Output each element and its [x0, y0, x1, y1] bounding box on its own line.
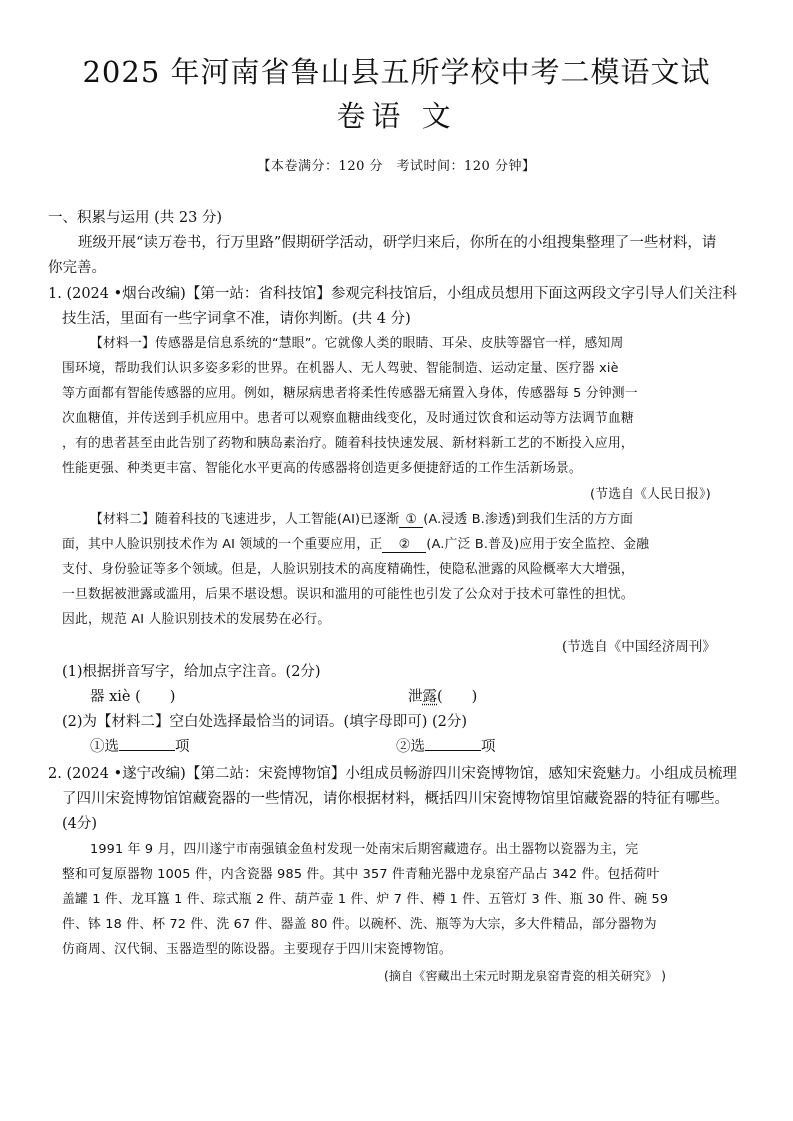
- q2-material-line: 盖罐 1 件、龙耳簋 1 件、琮式瓶 2 件、葫芦壶 1 件、炉 7 件、樽 1 件、五管灯 3 件、瓶 30 件、碗 59: [62, 892, 669, 907]
- q1-material2-line: 因此，规范 AI 人脸识别技术的发展势在必行。: [62, 612, 331, 627]
- q1-sub1-item2-pre: 泄: [408, 689, 423, 705]
- q1-stem-line1: 1. (2024 •烟台改编)【第一站：省科技馆】参观完科技馆后，小组成员想用下面这两段文字引导人们关注科: [48, 286, 737, 302]
- q1-material2-line2: [62, 535, 649, 555]
- q1-material2-text: (A.广泛 B.普及)应用于安全监控、金融: [426, 537, 650, 552]
- q2-material-line: 仿商周、汉代铜、玉器造型的陈设器。主要现存于四川宋瓷博物馆。: [62, 942, 452, 957]
- q1-material2-line1: [90, 510, 633, 530]
- q1-sub2-item1: [90, 737, 190, 757]
- q1-sub2: (2)为【材料二】空白处选择最恰当的词语。(填字母即可) (2分): [62, 714, 467, 730]
- q1-material1-line: 次血糖值，并传送到手机应用中。患者可以观察血糖曲线变化，及时通过饮食和运动等方法调节血糖: [62, 411, 634, 426]
- blank-2: ②: [382, 537, 426, 553]
- q1-material1-line: 围环境，帮助我们认识多姿多彩的世界。在机器人、无人驾驶、智能制造、运动定量、医疗器 xiè: [62, 361, 619, 376]
- answer-blank-1[interactable]: [119, 737, 175, 751]
- q1-material1-line: 性能更强、种类更丰富、智能化水平更高的传感器将创造更多便捷舒适的工作生活新场景。: [62, 461, 582, 476]
- q1-material2-source: (节选自《中国经济周刊》: [562, 639, 716, 655]
- page-title-line2: 卷语 文: [336, 99, 457, 133]
- q2-stem-line2: 了四川宋瓷博物馆馆藏瓷器的一些情况，请你根据材料，概括四川宋瓷博物馆里馆藏瓷器的特征有哪些。: [62, 791, 729, 807]
- q1-material2-line: 一旦数据被泄露或滥用，后果不堪设想。误识和滥用的可能性也引发了公众对于技术可靠性的担忧。: [62, 587, 634, 602]
- q1-sub1-item2: [408, 687, 477, 707]
- page-title-line1: 2025 年河南省鲁山县五所学校中考二模语文试: [82, 55, 711, 89]
- q1-material1-line: 【材料一】传感器是信息系统的“慧眼”。它就像人类的眼睛、耳朵、皮肤等器官一样，感知周: [90, 336, 624, 351]
- q1-sub1: (1)根据拼音写字，给加点字注音。(2分): [62, 664, 321, 680]
- q1-sub1-item2-char: 露: [422, 689, 437, 705]
- q1-stem-line2: 技生活，里面有一些字词拿不准，请你判断。(共 4 分): [62, 311, 411, 327]
- q1-material1-line: 等方面都有智能传感器的应用。例如，糖尿病患者将柔性传感器无痛置入身体，传感器每 5 分钟测一: [62, 386, 638, 401]
- q1-material2-line: 支付、身份验证等多个领域。但是，人脸识别技术的高度精确性，使隐私泄露的风险概率大大增强，: [62, 562, 634, 577]
- q1-sub2-item1-post: 项: [175, 739, 190, 755]
- q1-material1-line: ，有的患者甚至由此告别了药物和胰岛素治疗。随着科技快速发展、新材料新工艺的不断投入应用，: [62, 436, 634, 451]
- q1-sub2-item2: [396, 737, 496, 757]
- exam-info: 【本卷满分：120 分 考试时间：120 分钟】: [257, 159, 536, 174]
- q1-sub2-item1-pre: ①选: [90, 739, 119, 755]
- q1-sub2-item2-post: 项: [481, 739, 496, 755]
- q2-material-line: 整和可复原器物 1005 件，内含瓷器 985 件。其中 357 件青釉光器中龙泉窑产品占 342 件。包括荷叶: [62, 867, 660, 882]
- q2-material-line: 件、钵 18 件、杯 72 件、洗 67 件、器盖 80 件。以碗杯、洗、瓶等为大宗，多大件精品，部分器物为: [62, 917, 657, 932]
- q1-material2-text: 【材料二】随着科技的飞速进步，人工智能(AI)已逐渐: [90, 512, 400, 527]
- q1-material2-text: 面，其中人脸识别技术作为 AI 领域的一个重要应用，正: [62, 537, 383, 552]
- q1-sub1-item2-post: ( ): [437, 689, 478, 705]
- q1-sub1-item1: 器 xiè ( ): [90, 689, 176, 705]
- section-heading: 一、积累与运用 (共 23 分): [48, 210, 223, 226]
- q1-sub2-item2-pre: ②选: [396, 739, 425, 755]
- section-intro-line2: 你完善。: [48, 260, 106, 276]
- q2-stem-line1: 2. (2024 •遂宁改编)【第二站：宋瓷博物馆】小组成员畅游四川宋瓷博物馆，感知宋瓷魅力。小组成员梳理: [48, 766, 737, 782]
- blank-1: ①: [399, 512, 423, 528]
- answer-blank-2[interactable]: [425, 737, 481, 751]
- q2-stem-line3: (4分): [62, 816, 98, 832]
- q2-material-source: (摘自《窖藏出土宋元时期龙泉窑青瓷的相关研究》 ): [384, 969, 667, 983]
- q1-material2-text: (A.浸透 B.渗透)到我们生活的方方面: [423, 512, 634, 527]
- section-intro-line1: 班级开展“读万卷书，行万里路”假期研学活动，研学归来后，你所在的小组搜集整理了一些材料，请: [78, 235, 717, 251]
- q2-material-line: 1991 年 9 月，四川遂宁市南强镇金鱼村发现一处南宋后期窖藏遗存。出土器物以瓷器为主，完: [90, 842, 639, 857]
- q1-material1-source: (节选自《人民日报》): [590, 487, 711, 502]
